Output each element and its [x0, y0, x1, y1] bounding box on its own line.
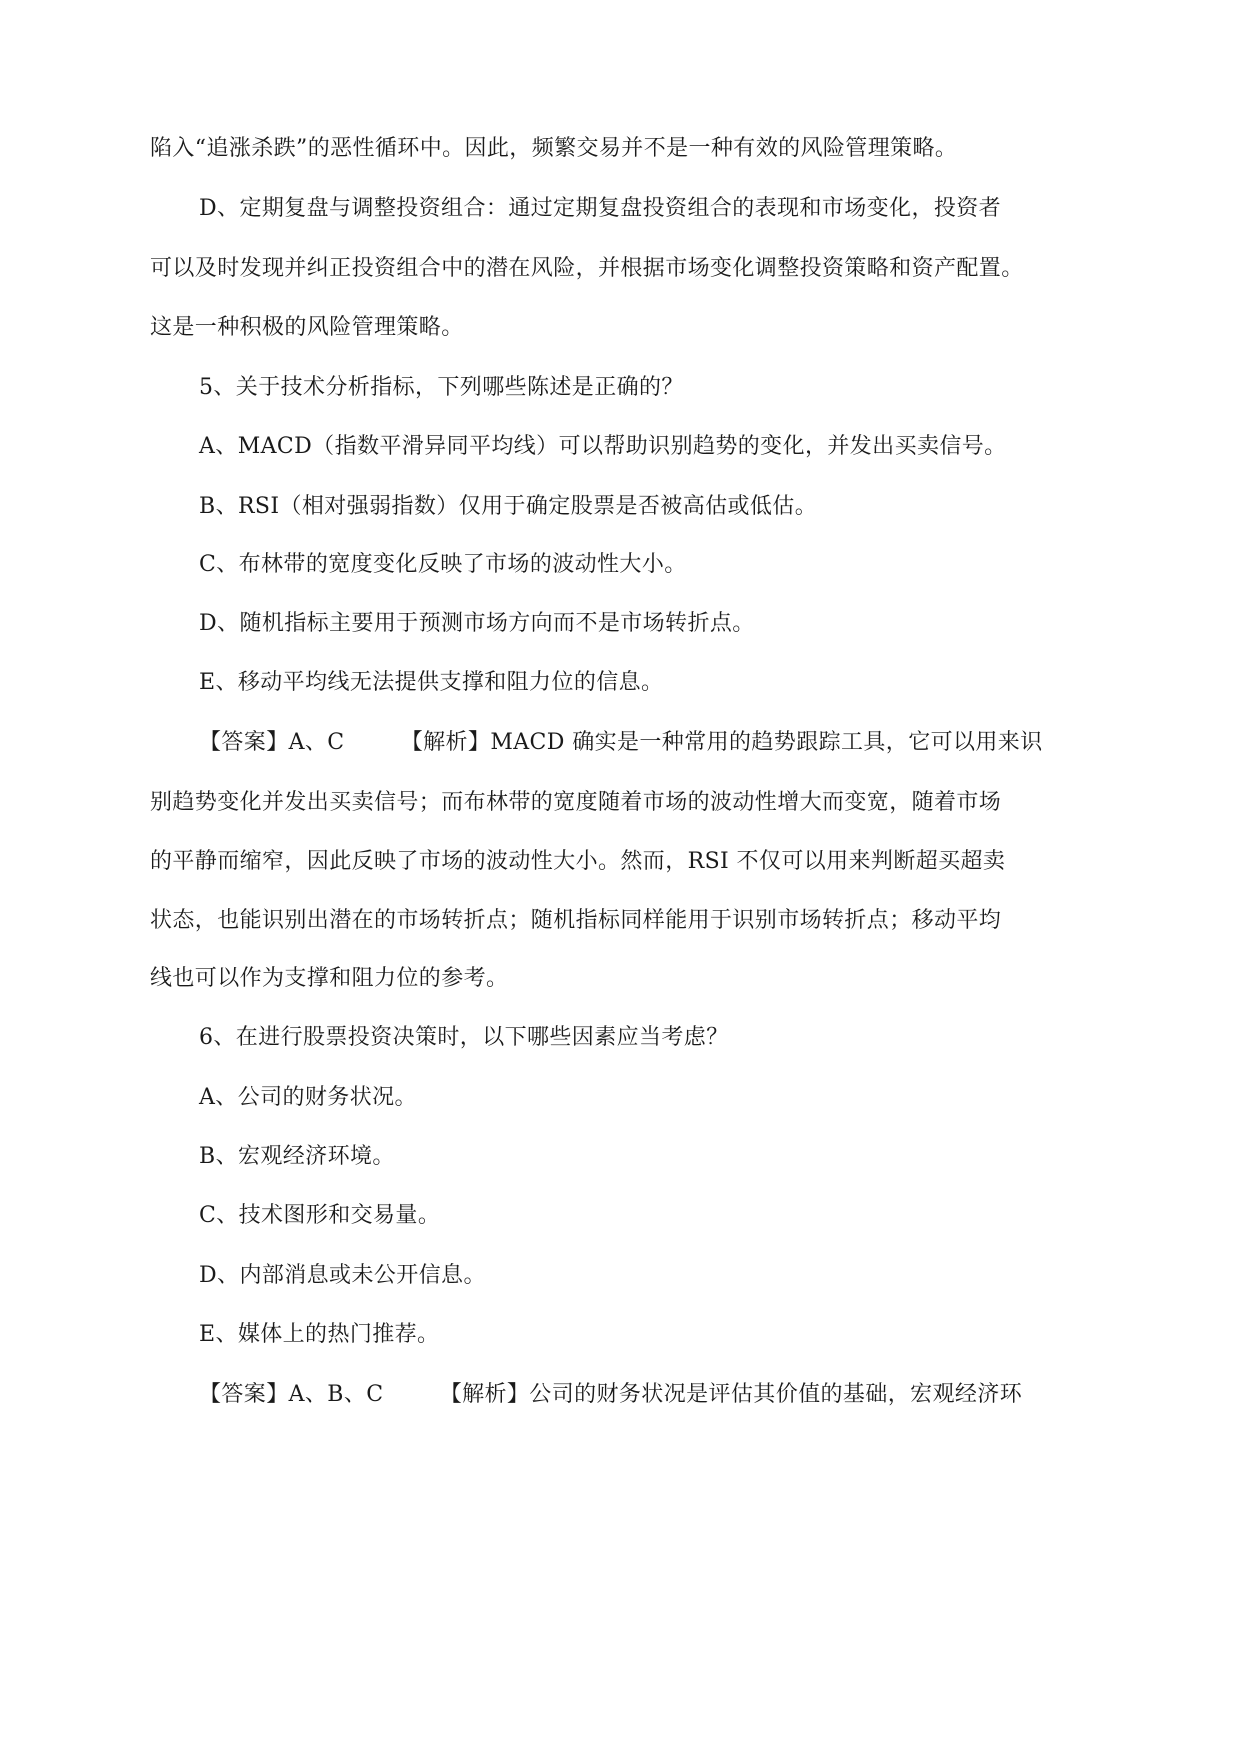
explanation-line: 线也可以作为支撑和阻力位的参考。 [150, 966, 509, 991]
question-5: 5、关于技术分析指标，下列哪些陈述是正确的？ [199, 375, 684, 400]
explanation-line: 状态，也能识别出潜在的市场转折点；随机指标同样能用于识别市场转折点；移动平均 [150, 908, 1002, 933]
option-e: E、移动平均线无法提供支撑和阻力位的信息。 [199, 670, 664, 695]
option-d: D、随机指标主要用于预测市场方向而不是市场转折点。 [199, 611, 755, 636]
explanation-line: 的平静而缩窄，因此反映了市场的波动性大小。然而，RSI 不仅可以用来判断超买超卖 [150, 849, 1006, 874]
question-6: 6、在进行股票投资决策时，以下哪些因素应当考虑？ [199, 1025, 729, 1050]
option-b: B、RSI（相对强弱指数）仅用于确定股票是否被高估或低估。 [199, 494, 818, 519]
option-c: C、技术图形和交易量。 [199, 1203, 441, 1228]
option-e: E、媒体上的热门推荐。 [199, 1322, 440, 1347]
option-d-line: D、定期复盘与调整投资组合：通过定期复盘投资组合的表现和市场变化，投资者 [199, 196, 1002, 221]
paragraph-line: 这是一种积极的风险管理策略。 [150, 315, 464, 340]
explanation-line: 别趋势变化并发出买卖信号；而布林带的宽度随着市场的波动性增大而变宽，随着市场 [150, 790, 1002, 815]
option-a: A、MACD（指数平滑异同平均线）可以帮助识别趋势的变化，并发出买卖信号。 [199, 434, 1007, 459]
option-b: B、宏观经济环境。 [199, 1144, 395, 1169]
answer-6: 【答案】A、B、C 【解析】公司的财务状况是评估其价值的基础，宏观经济环 [199, 1382, 1023, 1407]
option-c: C、布林带的宽度变化反映了市场的波动性大小。 [199, 552, 687, 577]
paragraph-line: 可以及时发现并纠正投资组合中的潜在风险，并根据市场变化调整投资策略和资产配置。 [150, 256, 1024, 281]
option-d: D、内部消息或未公开信息。 [199, 1263, 486, 1288]
paragraph-line: 陷入“追涨杀跌”的恶性循环中。因此，频繁交易并不是一种有效的风险管理策略。 [150, 136, 958, 161]
answer-5: 【答案】A、C 【解析】MACD 确实是一种常用的趋势跟踪工具，它可以用来识 [199, 730, 1043, 755]
option-a: A、公司的财务状况。 [199, 1085, 417, 1110]
